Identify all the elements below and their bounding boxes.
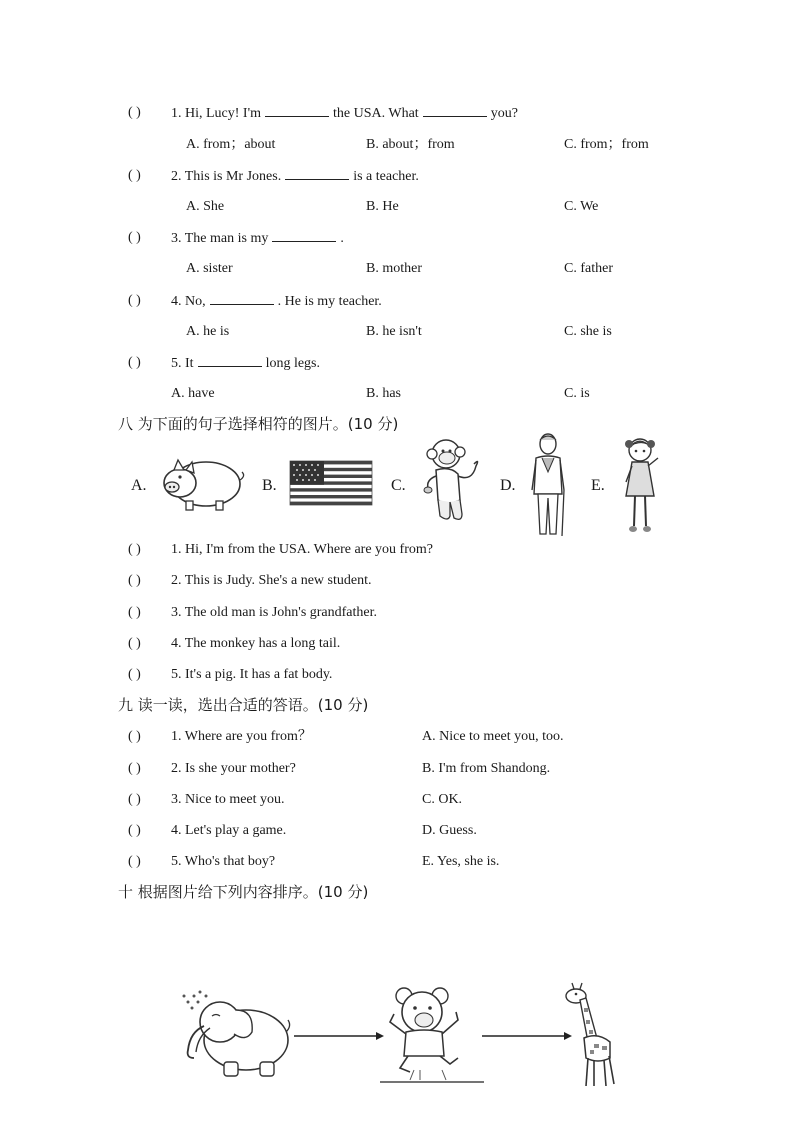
pig-icon xyxy=(160,456,244,512)
answer-bracket[interactable]: ( ) xyxy=(128,667,141,682)
fill-blank[interactable] xyxy=(285,167,349,180)
option-a: A. sister xyxy=(186,261,233,276)
sentence-5: 5. It's a pig. It has a fat body. xyxy=(171,667,333,682)
sentence-3: 3. The old man is John's grandfather. xyxy=(171,605,378,620)
option-b: B. has xyxy=(366,386,401,401)
answer-bracket[interactable]: ( ) xyxy=(128,729,141,744)
question-number: 1. xyxy=(171,106,182,121)
girl-icon xyxy=(620,434,662,536)
answer-bracket[interactable]: ( ) xyxy=(128,105,141,120)
answer-b: B. I'm from Shandong. xyxy=(422,761,551,776)
section-heading: 十 根据图片给下列内容排序。(10 分) xyxy=(118,883,369,901)
answer-bracket[interactable]: ( ) xyxy=(128,761,141,776)
answer-bracket[interactable]: ( ) xyxy=(128,823,141,838)
question-text: 4. No, . He is my teacher. xyxy=(171,294,382,309)
option-c: C. We xyxy=(564,199,599,214)
fill-blank[interactable] xyxy=(423,104,487,117)
bear-icon xyxy=(380,984,484,1086)
question-4: 4. Let's play a game. xyxy=(171,823,287,838)
answer-bracket[interactable]: ( ) xyxy=(128,636,141,651)
answer-bracket[interactable]: ( ) xyxy=(128,355,141,370)
picture-label: D. xyxy=(500,477,516,494)
giraffe-icon xyxy=(558,982,620,1088)
fill-blank[interactable] xyxy=(265,104,329,117)
picture-label: C. xyxy=(391,477,406,494)
answer-bracket[interactable]: ( ) xyxy=(128,293,141,308)
answer-bracket[interactable]: ( ) xyxy=(128,605,141,620)
usa-flag-icon xyxy=(290,461,372,505)
question-number: 4. xyxy=(171,294,182,309)
option-b: B. about；from xyxy=(366,137,455,152)
question-3: 3. Nice to meet you. xyxy=(171,792,285,807)
fill-blank[interactable] xyxy=(210,292,274,305)
fill-blank[interactable] xyxy=(272,229,336,242)
question-text: 5. It long legs. xyxy=(171,356,321,371)
old-man-icon xyxy=(528,432,568,540)
answer-bracket[interactable]: ( ) xyxy=(128,573,141,588)
sentence-2: 2. This is Judy. She's a new student. xyxy=(171,573,372,588)
elephant-icon xyxy=(180,988,292,1080)
option-c: C. father xyxy=(564,261,613,276)
answer-bracket[interactable]: ( ) xyxy=(128,230,141,245)
question-text: 2. This is Mr Jones. is a teacher. xyxy=(171,169,419,184)
answer-c: C. OK. xyxy=(422,792,463,807)
answer-d: D. Guess. xyxy=(422,823,477,838)
sentence-4: 4. The monkey has a long tail. xyxy=(171,636,341,651)
option-c: C. from；from xyxy=(564,137,649,152)
option-a: A. She xyxy=(186,199,225,214)
option-c: C. she is xyxy=(564,324,612,339)
question-text: 3. The man is my . xyxy=(171,231,344,246)
section-heading: 八 为下面的句子选择相符的图片。(10 分) xyxy=(118,415,399,433)
question-number: 5. xyxy=(171,356,182,371)
answer-e: E. Yes, she is. xyxy=(422,854,500,869)
question-1: 1. Where are you from？ xyxy=(171,729,312,744)
picture-label: A. xyxy=(131,477,147,494)
arrow-icon xyxy=(292,1030,386,1042)
option-a: A. he is xyxy=(186,324,230,339)
sentence-1: 1. Hi, I'm from the USA. Where are you from? xyxy=(171,542,433,557)
answer-bracket[interactable]: ( ) xyxy=(128,792,141,807)
fill-blank[interactable] xyxy=(198,354,262,367)
picture-label: E. xyxy=(591,477,605,494)
question-number: 2. xyxy=(171,169,182,184)
picture-label: B. xyxy=(262,477,277,494)
option-b: B. He xyxy=(366,199,399,214)
question-5: 5. Who's that boy? xyxy=(171,854,276,869)
option-c: C. is xyxy=(564,386,590,401)
question-2: 2. Is she your mother? xyxy=(171,761,296,776)
answer-a: A. Nice to meet you, too. xyxy=(422,729,564,744)
section-heading: 九 读一读，选出合适的答语。(10 分) xyxy=(118,696,369,714)
answer-bracket[interactable]: ( ) xyxy=(128,542,141,557)
question-text: 1. Hi, Lucy! I'm the USA. What you? xyxy=(171,106,518,121)
option-b: B. mother xyxy=(366,261,422,276)
answer-bracket[interactable]: ( ) xyxy=(128,854,141,869)
option-b: B. he isn't xyxy=(366,324,422,339)
option-a: A. have xyxy=(171,386,215,401)
option-a: A. from；about xyxy=(186,137,276,152)
monkey-icon xyxy=(420,436,484,528)
question-number: 3. xyxy=(171,231,182,246)
answer-bracket[interactable]: ( ) xyxy=(128,168,141,183)
